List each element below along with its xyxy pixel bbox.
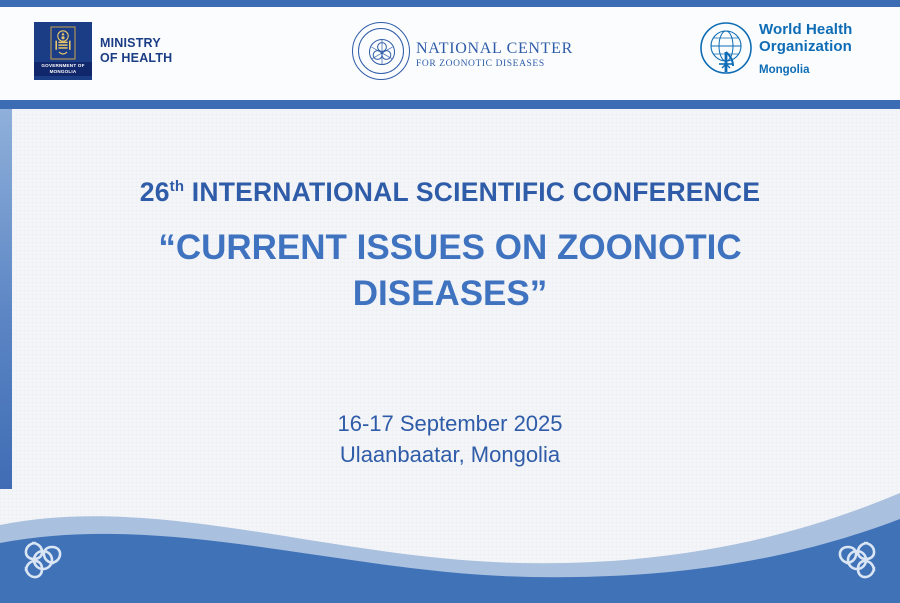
nczd-seal-icon [352,22,410,80]
ministry-of-health-logo [34,22,172,80]
knot-ornament-left-icon [16,533,86,585]
conference-number-suffix: th [169,178,185,195]
page-title: “CURRENT ISSUES ON ZOONOTIC DISEASES” [158,227,742,313]
who-emblem-icon [700,22,752,74]
knot-ornament-right-icon [814,533,884,585]
conference-line-text: INTERNATIONAL SCIENTIFIC CONFERENCE [191,176,761,207]
emblem-caption-line2: MONGOLIA [49,69,77,74]
nczd-name-line1: NATIONAL CENTER [416,39,573,57]
nczd-name-line2: FOR ZOONOTIC DISEASES [416,58,545,69]
ministry-label-line2: OF HEALTH [100,51,173,65]
nczd-text-block [416,32,573,71]
who-logo [700,20,852,76]
event-details [0,408,900,470]
who-text-block [759,20,852,76]
who-country-label: Mongolia [759,64,810,76]
soyombo-symbol-icon [50,26,76,60]
event-location: Ulaanbaatar, Mongolia [339,442,561,467]
national-center-zoonotic-diseases-logo [352,22,573,80]
event-date: 16-17 September 2025 [337,411,563,436]
who-name-line1: World Health [759,21,853,38]
ministry-label-line1: MINISTRY [100,36,161,50]
ministry-of-health-label [100,36,172,66]
conference-subtitle [0,170,900,209]
title-block [0,170,900,317]
mongolia-state-emblem-icon [34,22,92,80]
header-divider-bar [0,100,900,109]
who-name-line2: Organization [759,37,852,55]
emblem-caption [34,62,92,76]
emblem-caption-line1: GOVERNMENT OF [41,63,85,68]
bottom-wave-decoration [0,463,900,603]
conference-number: 26 [139,176,170,207]
top-accent-bar [0,0,900,7]
